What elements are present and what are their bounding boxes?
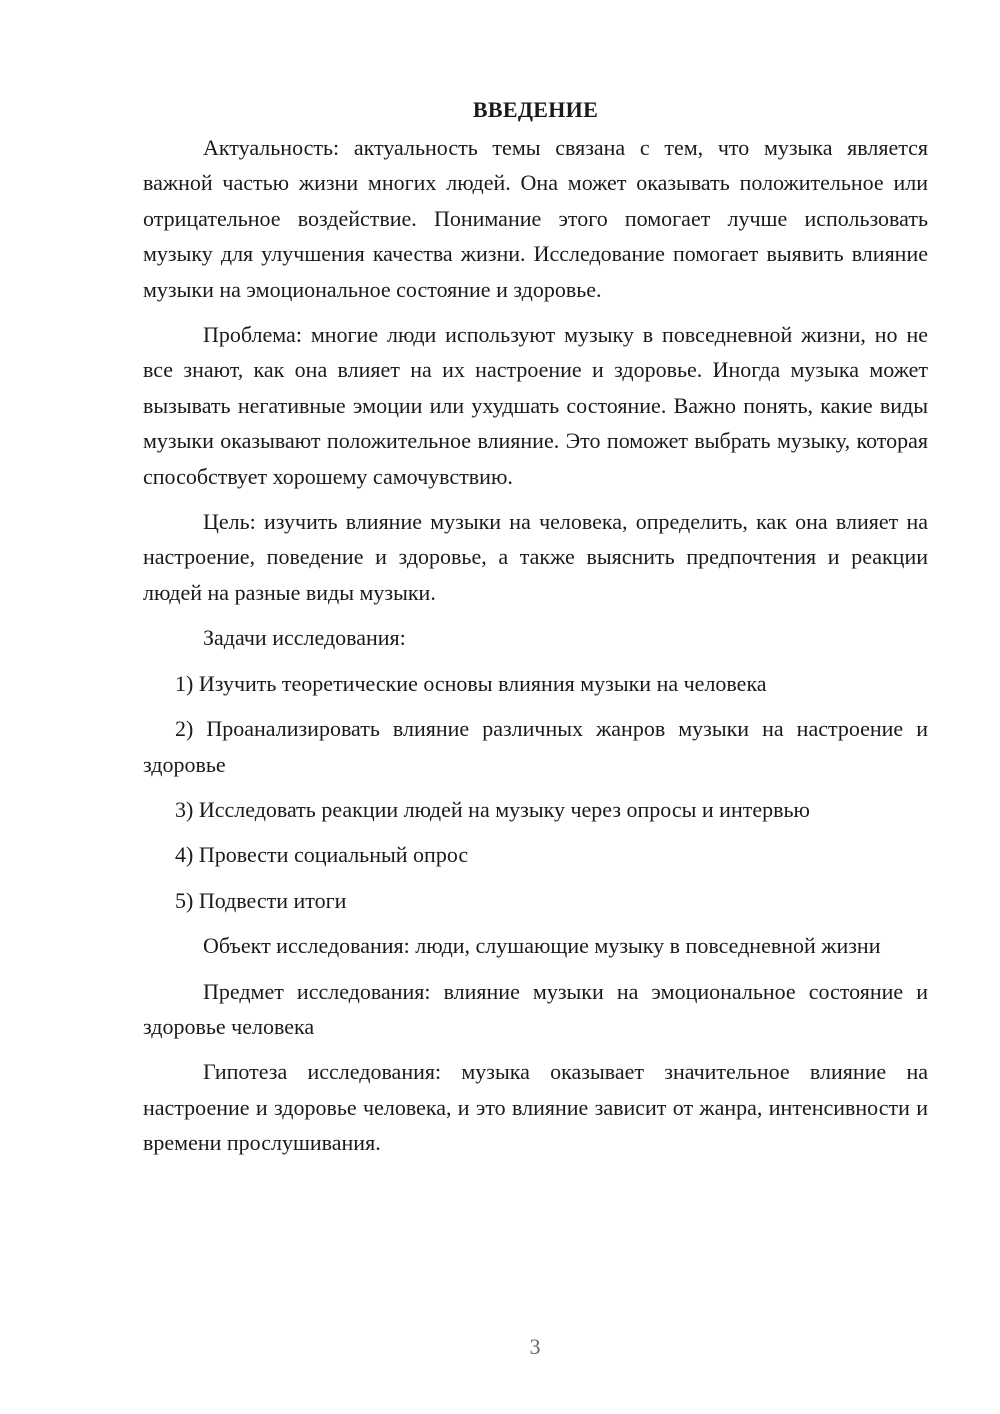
task-item-4: 4) Провести социальный опрос [175, 842, 469, 868]
task-item-1: 1) Изучить теоретические основы влияния музыки на человека [175, 670, 767, 696]
paragraph-problem: Проблема: многие люди используют музыку в повседневной жизни, но не все знают, как она влияет на их настроение и здоровье. Иногда музыка может вызывать негативные эмоции или ухудшать состояние. Важно понять, какие виды музыки оказывают положительное влияние. Это поможет выбрать музыку, которая способствует хорошему самочувствию. [143, 322, 928, 489]
page-number: 3 [529, 1334, 541, 1359]
task-item-3: 3) Исследовать реакции людей на музыку через опросы и интервью [175, 796, 810, 822]
task-item-2: 2) Проанализировать влияние различных жанров музыки на настроение и здоровье [143, 716, 928, 777]
paragraph-subject: Предмет исследования: влияние музыки на эмоциональное состояние и здоровье человека [143, 978, 928, 1039]
task-item-5: 5) Подвести итоги [175, 887, 347, 913]
paragraph-hypothesis: Гипотеза исследования: музыка оказывает значительное влияние на настроение и здоровье человека, и это влияние зависит от жанра, интенсивности и времени прослушивания. [143, 1059, 928, 1156]
tasks-title: Задачи исследования: [203, 625, 406, 651]
paragraph-object: Объект исследования: люди, слушающие музыку в повседневной жизни [203, 933, 881, 959]
paragraph-relevance: Актуальность: актуальность темы связана с тем, что музыка является важной частью жизни многих людей. Она может оказывать положительное или отрицательное воздействие. Понимание этого помогает лучше использовать музыку для улучшения качества жизни. Исследование помогает выявить влияние музыки на эмоциональное состояние и здоровье. [143, 135, 928, 302]
page-content [143, 92, 928, 1171]
paragraph-goal: Цель: изучить влияние музыки на человека, определить, как она влияет на настроение, поведение и здоровье, а также выяснить предпочтения и реакции людей на разные виды музыки. [143, 509, 928, 605]
section-heading: ВВЕДЕНИЕ [472, 97, 599, 122]
